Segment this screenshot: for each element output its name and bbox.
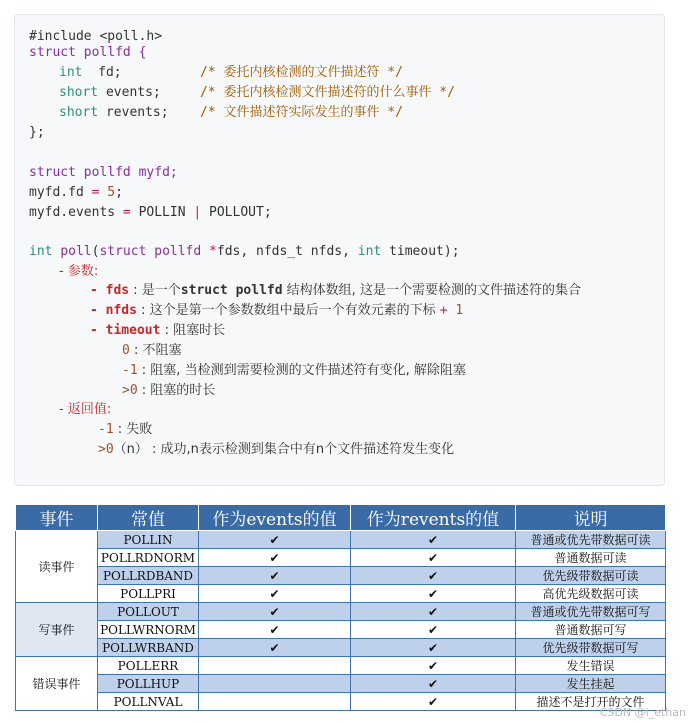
code-line-assign-events bbox=[29, 203, 272, 223]
table-row bbox=[16, 567, 666, 585]
return-minus-one-desc: : 失败 bbox=[113, 422, 153, 437]
events-check-cell: ✔ bbox=[199, 531, 351, 549]
code-line-assign-fd bbox=[29, 183, 123, 203]
code-line-signature bbox=[29, 242, 460, 262]
return-minus-one-value: -1 bbox=[98, 422, 114, 437]
table-row bbox=[16, 603, 666, 621]
table-row bbox=[16, 531, 666, 549]
code-line-decl bbox=[29, 163, 178, 183]
param-nfds-desc: : 这个是第一个参数数组中最后一个有效元素的下标 bbox=[136, 303, 440, 318]
param-timeout-desc: : 阻塞时长 bbox=[160, 323, 226, 338]
const-cell: POLLRDNORM bbox=[98, 549, 199, 567]
const-cell: POLLPRI bbox=[98, 585, 199, 603]
revents-check-cell: ✔ bbox=[351, 585, 516, 603]
plus-op: + bbox=[439, 303, 448, 318]
comment-revents: /* 文件描述符实际发生的事件 */ bbox=[200, 105, 403, 120]
code-line-struct-close: }; bbox=[29, 125, 45, 140]
param-timeout bbox=[90, 321, 225, 341]
table-row bbox=[16, 657, 666, 675]
code-line-field-events bbox=[59, 83, 161, 103]
comment-events: /* 委托内核检测文件描述符的什么事件 */ bbox=[200, 85, 455, 100]
table-row bbox=[16, 585, 666, 603]
param-fds bbox=[90, 281, 581, 301]
field-fd: fd; bbox=[82, 65, 122, 80]
revents-check-cell: ✔ bbox=[351, 621, 516, 639]
field-revents: revents; bbox=[105, 105, 169, 120]
events-check-cell bbox=[199, 675, 351, 693]
function-name: poll bbox=[60, 244, 92, 259]
param-fds-desc-rest: 结构体数组, 这是一个需要检测的文件描述符的集合 bbox=[282, 283, 581, 298]
timeout-positive-desc: : 阻塞的时长 bbox=[137, 383, 216, 398]
const-cell: POLLIN bbox=[98, 531, 199, 549]
pollout-const: POLLOUT; bbox=[209, 205, 272, 220]
code-line-field-revents bbox=[59, 103, 169, 123]
type-int: int bbox=[59, 65, 83, 80]
event-group-cell: 错误事件 bbox=[16, 657, 98, 711]
description-cell: 优先级带数据可读 bbox=[516, 567, 666, 585]
event-group-cell: 读事件 bbox=[16, 531, 98, 603]
type-short: short bbox=[59, 105, 99, 120]
events-check-cell: ✔ bbox=[199, 549, 351, 567]
param-timeout-name: - timeout bbox=[90, 323, 161, 338]
const-cell: POLLWRBAND bbox=[98, 639, 199, 657]
header-revents-value: 作为revents的值 bbox=[351, 505, 516, 531]
events-check-cell: ✔ bbox=[199, 639, 351, 657]
timeout-positive bbox=[122, 381, 215, 401]
const-cell: POLLWRNORM bbox=[98, 621, 199, 639]
return-positive-value: >0 bbox=[98, 442, 114, 457]
revents-check-cell: ✔ bbox=[351, 549, 516, 567]
params-end: timeout); bbox=[389, 244, 460, 259]
field-events: events; bbox=[105, 85, 161, 100]
table-row bbox=[16, 621, 666, 639]
revents-check-cell: ✔ bbox=[351, 639, 516, 657]
return-minus-one bbox=[98, 420, 152, 440]
revents-check-cell: ✔ bbox=[351, 675, 516, 693]
timeout-positive-value: >0 bbox=[122, 383, 138, 398]
param-type: pollfd bbox=[154, 244, 202, 259]
assign-op: = bbox=[122, 205, 131, 220]
events-check-cell: ✔ bbox=[199, 567, 351, 585]
param-nfds bbox=[90, 301, 463, 321]
header-event: 事件 bbox=[16, 505, 98, 531]
number-one: 1 bbox=[447, 303, 464, 318]
description-cell: 优先级带数据可写 bbox=[516, 639, 666, 657]
watermark: CSDN @i_ethan bbox=[599, 706, 686, 719]
revents-check-cell: ✔ bbox=[351, 567, 516, 585]
param-nfds-name: - nfds bbox=[90, 303, 137, 318]
table-row bbox=[16, 693, 666, 711]
description-cell: 普通或优先带数据可写 bbox=[516, 603, 666, 621]
const-cell: POLLOUT bbox=[98, 603, 199, 621]
assign-op: = bbox=[91, 185, 100, 200]
type-int: int bbox=[357, 244, 382, 259]
code-line-field-fd bbox=[59, 63, 122, 83]
struct-keyword: struct bbox=[99, 244, 147, 259]
param-fds-type: struct pollfd bbox=[180, 283, 283, 298]
param-fds-desc: : 是一个 bbox=[129, 283, 181, 298]
assign-fd-value: 5 bbox=[107, 185, 116, 200]
paren: ( bbox=[91, 244, 100, 259]
return-label-text: - 返回值: bbox=[59, 402, 112, 417]
description-cell: 发生挂起 bbox=[516, 675, 666, 693]
header-description: 说明 bbox=[516, 505, 666, 531]
events-check-cell: ✔ bbox=[199, 585, 351, 603]
decl-myfd: pollfd myfd; bbox=[83, 165, 178, 180]
return-positive bbox=[98, 440, 454, 460]
code-block bbox=[14, 14, 665, 486]
timeout-zero-value: 0 bbox=[122, 343, 130, 358]
timeout-minus-one bbox=[122, 361, 466, 381]
description-cell: 描述不是打开的文件 bbox=[516, 693, 666, 711]
params-rest: fds, nfds_t nfds, bbox=[216, 244, 350, 259]
event-group-cell: 写事件 bbox=[16, 603, 98, 657]
params-label-text: - 参数: bbox=[59, 264, 99, 279]
timeout-zero-desc: : 不阻塞 bbox=[129, 343, 182, 358]
return-positive-desc: （n） : 成功,n表示检测到集合中有n个文件描述符发生变化 bbox=[113, 442, 455, 457]
events-check-cell: ✔ bbox=[199, 621, 351, 639]
const-cell: POLLRDBAND bbox=[98, 567, 199, 585]
struct-name: pollfd { bbox=[83, 45, 147, 60]
description-cell: 发生错误 bbox=[516, 657, 666, 675]
description-cell: 普通数据可读 bbox=[516, 549, 666, 567]
const-cell: POLLHUP bbox=[98, 675, 199, 693]
assign-fd-lhs: myfd.fd bbox=[29, 185, 84, 200]
type-short: short bbox=[59, 85, 99, 100]
header-events-value: 作为events的值 bbox=[199, 505, 351, 531]
revents-check-cell: ✔ bbox=[351, 603, 516, 621]
struct-keyword: struct bbox=[29, 45, 76, 60]
description-cell: 高优先级数据可读 bbox=[516, 585, 666, 603]
description-cell: 普通或优先带数据可读 bbox=[516, 531, 666, 549]
pollin-const: POLLIN bbox=[138, 205, 186, 220]
return-label bbox=[59, 400, 111, 420]
header-const: 常值 bbox=[98, 505, 199, 531]
param-fds-name: - fds bbox=[90, 283, 130, 298]
timeout-minus-one-desc: : 阻塞, 当检测到需要检测的文件描述符有变化, 解除阻塞 bbox=[137, 363, 466, 378]
params-label bbox=[59, 262, 98, 282]
events-check-cell bbox=[199, 657, 351, 675]
revents-check-cell: ✔ bbox=[351, 531, 516, 549]
pipe-op: | bbox=[193, 205, 202, 220]
semicolon: ; bbox=[115, 185, 123, 200]
events-check-cell bbox=[199, 693, 351, 711]
include-directive: #include <poll.h> bbox=[29, 29, 163, 44]
timeout-minus-one-value: -1 bbox=[122, 363, 138, 378]
assign-events-lhs: myfd.events bbox=[29, 205, 116, 220]
description-cell: 普通数据可写 bbox=[516, 621, 666, 639]
table-row bbox=[16, 675, 666, 693]
return-type: int bbox=[29, 244, 53, 259]
const-cell: POLLNVAL bbox=[98, 693, 199, 711]
revents-check-cell: ✔ bbox=[351, 693, 516, 711]
table-header-row bbox=[16, 505, 666, 531]
struct-keyword: struct bbox=[29, 165, 76, 180]
events-check-cell: ✔ bbox=[199, 603, 351, 621]
pointer-star: * bbox=[209, 244, 217, 259]
comment-fd: /* 委托内核检测的文件描述符 */ bbox=[200, 65, 403, 80]
timeout-zero bbox=[122, 341, 181, 361]
poll-events-table bbox=[15, 504, 666, 711]
const-cell: POLLERR bbox=[98, 657, 199, 675]
table-row bbox=[16, 549, 666, 567]
revents-check-cell: ✔ bbox=[351, 657, 516, 675]
code-line-struct-open bbox=[29, 43, 146, 63]
table-row bbox=[16, 639, 666, 657]
